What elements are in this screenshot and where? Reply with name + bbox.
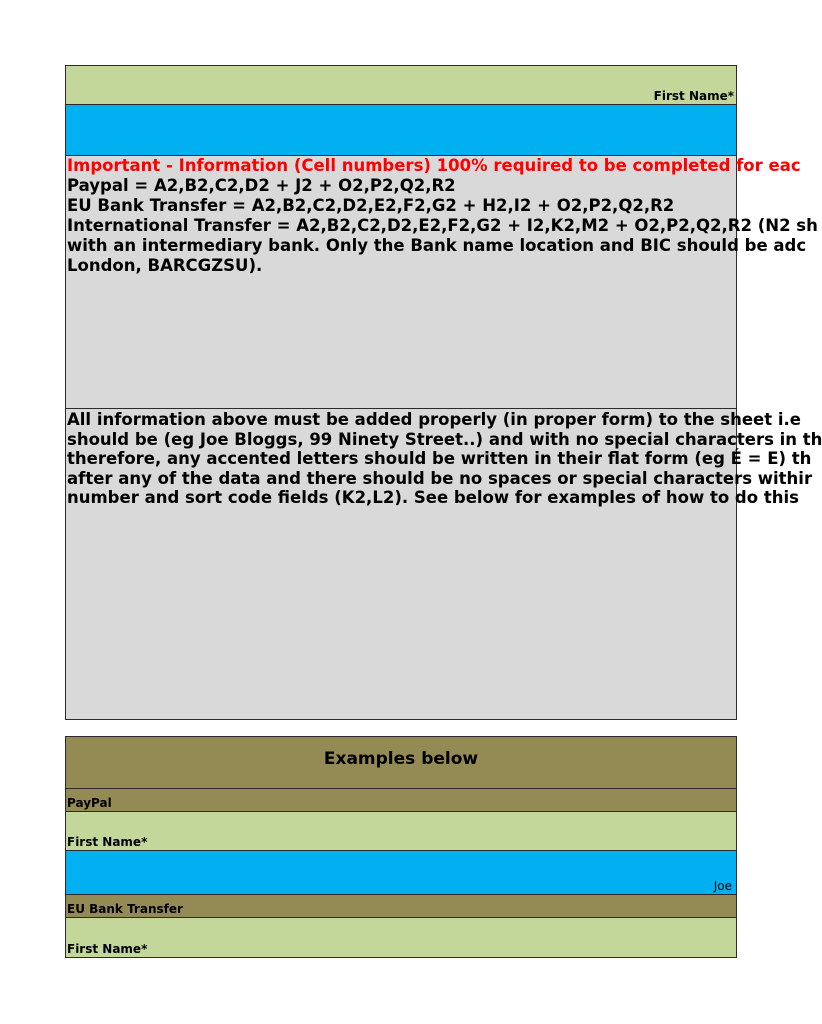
note-line: after any of the data and there should be no spaces or special characters withir	[67, 468, 813, 488]
important-line: Important - Information (Cell numbers) 100% required to be completed for eac	[67, 156, 801, 175]
paypal-header-cell[interactable]	[65, 811, 737, 851]
paypal-cells-line: Paypal = A2,B2,C2,D2 + J2 + O2,P2,Q2,R2	[67, 176, 456, 195]
examples-block	[65, 736, 737, 958]
instructions-block	[65, 65, 822, 720]
header-row-cell[interactable]	[65, 65, 737, 105]
info-cell[interactable]	[65, 155, 818, 409]
first-name-input-cell[interactable]	[65, 104, 737, 156]
examples-title-cell[interactable]	[65, 736, 737, 789]
first-name-header: First Name*	[653, 89, 734, 103]
eu-section-label: EU Bank Transfer	[67, 902, 183, 916]
examples-title: Examples below	[323, 749, 479, 769]
paypal-section-label: PayPal	[67, 796, 112, 810]
note-cell[interactable]	[65, 408, 822, 720]
international-cells-line: International Transfer = A2,B2,C2,D2,E2,F2,G2 + I2,K2,M2 + O2,P2,Q2,R2 (N2 sh	[67, 216, 818, 235]
note-text	[67, 410, 822, 508]
eu-header-cell[interactable]	[65, 917, 737, 958]
info-text	[67, 156, 818, 276]
intermediary-bank-line: with an intermediary bank. Only the Bank name location and BIC should be adc	[67, 236, 807, 255]
note-line: should be (eg Joe Bloggs, 99 Ninety Street..) and with no special characters in th	[67, 429, 822, 449]
paypal-first-name-cell[interactable]	[65, 850, 737, 895]
eu-first-name-header: First Name*	[67, 942, 148, 956]
example-bank-line: London, BARCGZSU).	[67, 256, 263, 275]
note-line: All information above must be added properly (in proper form) to the sheet i.e	[67, 410, 801, 429]
eu-section-cell[interactable]	[65, 894, 737, 918]
paypal-first-name-header: First Name*	[67, 835, 148, 849]
eu-bank-cells-line: EU Bank Transfer = A2,B2,C2,D2,E2,F2,G2 + H2,I2 + O2,P2,Q2,R2	[67, 196, 675, 215]
paypal-first-name-value: Joe	[713, 879, 732, 893]
note-line: number and sort code fields (K2,L2). See below for examples of how to do this	[67, 488, 799, 507]
paypal-section-cell[interactable]	[65, 788, 737, 812]
note-line: therefore, any accented letters should be written in their flat form (eg É = E) th	[67, 449, 812, 468]
